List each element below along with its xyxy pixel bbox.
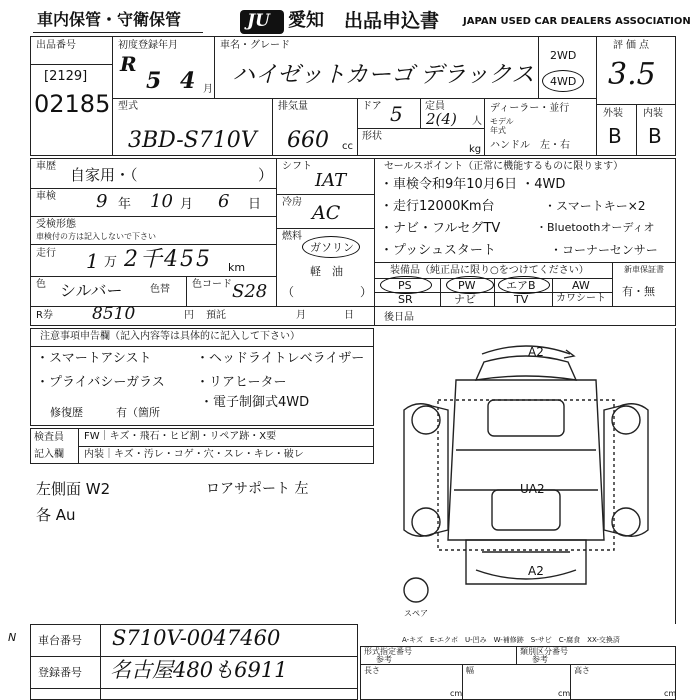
registration-month: 4 <box>180 68 196 94</box>
after-market-label: 後日品 <box>384 312 414 323</box>
note-5: ・電子制御式4WD <box>200 395 310 410</box>
mileage-label: 走行 <box>36 248 56 259</box>
recycle-deposit: 預託 <box>206 310 226 321</box>
displacement-value: 660 <box>287 128 329 153</box>
model-label: 型式 <box>118 101 138 112</box>
shaken-month-unit: 月 <box>180 197 194 212</box>
sales-point-3: ・スマートキー×2 <box>544 199 646 213</box>
chassis-label: 車台番号 <box>38 634 82 647</box>
capacity-unit: 人 <box>472 116 482 127</box>
equip-pw: PW <box>458 279 476 292</box>
spec-reference-2: 参考 <box>532 655 548 664</box>
fuel-diesel: 軽 油 <box>310 265 343 278</box>
exterior-grade: B <box>608 124 622 148</box>
color-code: S28 <box>232 281 268 302</box>
mileage-man: 1 <box>86 249 99 273</box>
remark-2: ロアサポート 左 <box>206 481 309 497</box>
equip-navi: ナビ <box>454 293 476 306</box>
fw-row: FW｜キズ・飛石・ヒビ割・リペア跡・X要 <box>84 431 277 442</box>
org-name-jp: 愛知 <box>288 10 324 31</box>
registration-month-unit: 月 <box>203 84 213 95</box>
car-diagram <box>396 340 656 620</box>
spec-height: 高さ <box>574 666 590 675</box>
model-year-label-b: 年式 <box>490 126 506 135</box>
drive-4wd-circle <box>542 70 584 92</box>
handle-side: ハンドル 左・右 <box>490 140 570 151</box>
spec-length: 長さ <box>364 666 380 675</box>
drive-2wd: 2WD <box>550 49 577 62</box>
repair-label: 修復歴 <box>50 406 83 419</box>
exterior-label: 外装 <box>603 108 623 119</box>
sales-point-2: ・走行12000Km台 <box>380 199 495 214</box>
inspector-label: 検査員 <box>34 432 64 443</box>
acceptance-label: 受検形態 <box>36 219 76 230</box>
logo-mark-box <box>240 10 284 34</box>
aircon-label: 冷房 <box>282 197 302 208</box>
history-close: ） <box>258 166 274 184</box>
registration-label: 初度登録年月 <box>118 40 178 51</box>
dealer-parallel: ディーラー・並行 <box>490 103 570 114</box>
mileage-man-unit: 万 <box>104 255 118 270</box>
spec-class-no: 類別区分番号 <box>520 647 568 656</box>
recycle-month: 月 <box>296 310 306 321</box>
storage-note: 車内保管・守衛保管 <box>37 10 182 29</box>
note-4: ・リアヒーター <box>196 375 287 390</box>
name-grade-label: 車名・グレード <box>220 40 290 51</box>
equip-airbag-circle <box>498 276 550 294</box>
repair-value: 有（箇所 <box>116 406 160 419</box>
interior-label: 内装 <box>643 108 663 119</box>
mark-center: UA2 <box>520 482 545 496</box>
equip-ps-circle <box>380 276 432 294</box>
lot-number: 02185 <box>34 90 111 118</box>
mileage-unit: km <box>228 261 246 274</box>
score-label: 評価点 <box>613 40 652 51</box>
history-label: 車歴 <box>36 161 56 172</box>
storage-underline <box>33 32 203 33</box>
mark-top: A2 <box>528 345 544 359</box>
equip-ps: PS <box>398 279 412 292</box>
shaken-day-unit: 日 <box>248 197 262 212</box>
corner-mark: N <box>8 631 17 644</box>
logo-mark: JU <box>247 11 270 31</box>
fuel-label: 燃料 <box>282 231 302 242</box>
model-year-label-a: モデル <box>490 117 514 126</box>
spec-width-unit: cm <box>558 689 571 698</box>
spec-height-unit: cm <box>664 689 677 698</box>
registration-era: R <box>120 52 137 76</box>
shaken-day: 6 <box>218 191 230 212</box>
recycle-unit: 円 <box>184 310 194 321</box>
warranty-label: 新車保証書 <box>624 265 664 274</box>
load-unit: kg <box>469 144 482 155</box>
car-name: ハイゼットカーゴ <box>232 62 415 88</box>
capacity-label: 定員 <box>425 101 445 112</box>
sales-point-7: ・コーナーセンサー <box>550 243 658 257</box>
doors-label: ドア <box>362 101 382 112</box>
shaken-year-unit: 年 <box>118 197 132 212</box>
shaken-label: 車検 <box>36 191 56 202</box>
equip-airbag: エアB <box>506 279 536 292</box>
lot-label: 出品番号 <box>36 40 76 51</box>
note-1: ・スマートアシスト <box>36 351 152 366</box>
color-value: シルバー <box>60 281 123 300</box>
damage-legend: A-キズ E-エクボ U-凹み W-補修跡 S-サビ C-腐食 XX-交換済 <box>402 636 620 644</box>
spec-length-unit: cm <box>450 689 463 698</box>
shaken-month: 10 <box>150 191 173 212</box>
displacement-unit: cc <box>342 141 353 152</box>
remark-3: 各 Au <box>36 506 76 524</box>
interior-row: 内装｜キズ・汚レ・コゲ・穴・スレ・キレ・破レ <box>84 449 304 460</box>
recycle-day: 日 <box>344 310 354 321</box>
registration-year: 5 <box>146 68 162 94</box>
model-value: 3BD-S710V <box>128 128 257 153</box>
mileage-value: 2千455 <box>124 247 212 272</box>
color-label: 色 <box>36 279 46 290</box>
sales-point-4: ・ナビ・フルセグTV <box>380 221 501 236</box>
notes-label: 注意事項申告欄（記入内容等は具体的に記入して下さい） <box>40 331 300 342</box>
shape-label: 形状 <box>362 131 382 142</box>
equip-leather: カワシート <box>556 293 606 304</box>
fuel-other-close: ） <box>360 285 373 299</box>
spec-shape-no: 形式指定番号 <box>364 647 412 656</box>
sales-points-label: セールスポイント（正常に機能するものに限ります） <box>384 161 624 172</box>
chassis-value: S710V-0047460 <box>112 626 281 650</box>
shift-value: IAT <box>315 170 347 191</box>
score-value: 3.5 <box>608 57 656 92</box>
equipment-label: 装備品（純正品に限り○をつけてください） <box>390 265 589 276</box>
acceptance-note: 車検付の方は記入しないで下さい <box>36 232 156 241</box>
spec-reference-1: 参考 <box>376 655 392 664</box>
fuel-gasoline-circle <box>302 236 360 258</box>
interior-grade: B <box>648 124 662 148</box>
mark-rear: A2 <box>528 564 544 578</box>
color-change-label: 色替 <box>150 284 170 295</box>
car-grade: デラックス <box>420 62 535 88</box>
recycle-label: R券 <box>36 310 53 321</box>
sales-point-6: ・プッシュスタート <box>380 243 496 258</box>
entry-label: 記入欄 <box>34 449 64 460</box>
spec-width: 幅 <box>466 666 474 675</box>
equip-tv: TV <box>514 293 529 306</box>
fuel-other-open: （ <box>282 285 295 299</box>
doors-value: 5 <box>390 102 403 126</box>
displacement-label: 排気量 <box>278 101 308 112</box>
spare-label: スペア <box>404 609 428 618</box>
plate-label: 登録番号 <box>38 666 82 679</box>
color-code-label: 色コード <box>192 279 232 290</box>
capacity-value: 2(4) <box>426 110 457 128</box>
plate-value: 名古屋480も6911 <box>110 658 288 682</box>
equip-pw-circle <box>446 276 494 294</box>
note-3: ・プライバシーガラス <box>36 375 165 390</box>
org-name-en: JAPAN USED CAR DEALERS ASSOCIATION <box>463 16 691 27</box>
recycle-value: 8510 <box>92 304 136 324</box>
shaken-year: 9 <box>96 191 108 212</box>
equip-sr: SR <box>398 293 413 306</box>
sales-point-1: ・車検令和9年10月6日 ・4WD <box>380 177 566 192</box>
history-value: 自家用・（ <box>70 166 138 184</box>
sales-point-5: ・Bluetoothオーディオ <box>536 221 655 234</box>
remark-1: 左側面 W2 <box>36 480 111 498</box>
drive-4wd: 4WD <box>550 75 577 88</box>
aircon-value: AC <box>312 202 341 224</box>
equip-aw: AW <box>572 279 590 292</box>
lot-sub-number: [2129] <box>44 69 88 84</box>
fuel-gasoline: ガソリン <box>310 241 354 254</box>
form-title: 出品申込書 <box>344 10 440 32</box>
shift-label: シフト <box>282 161 312 172</box>
note-2: ・ヘッドライトレベライザー <box>196 351 365 366</box>
warranty-value: 有・無 <box>622 285 655 298</box>
